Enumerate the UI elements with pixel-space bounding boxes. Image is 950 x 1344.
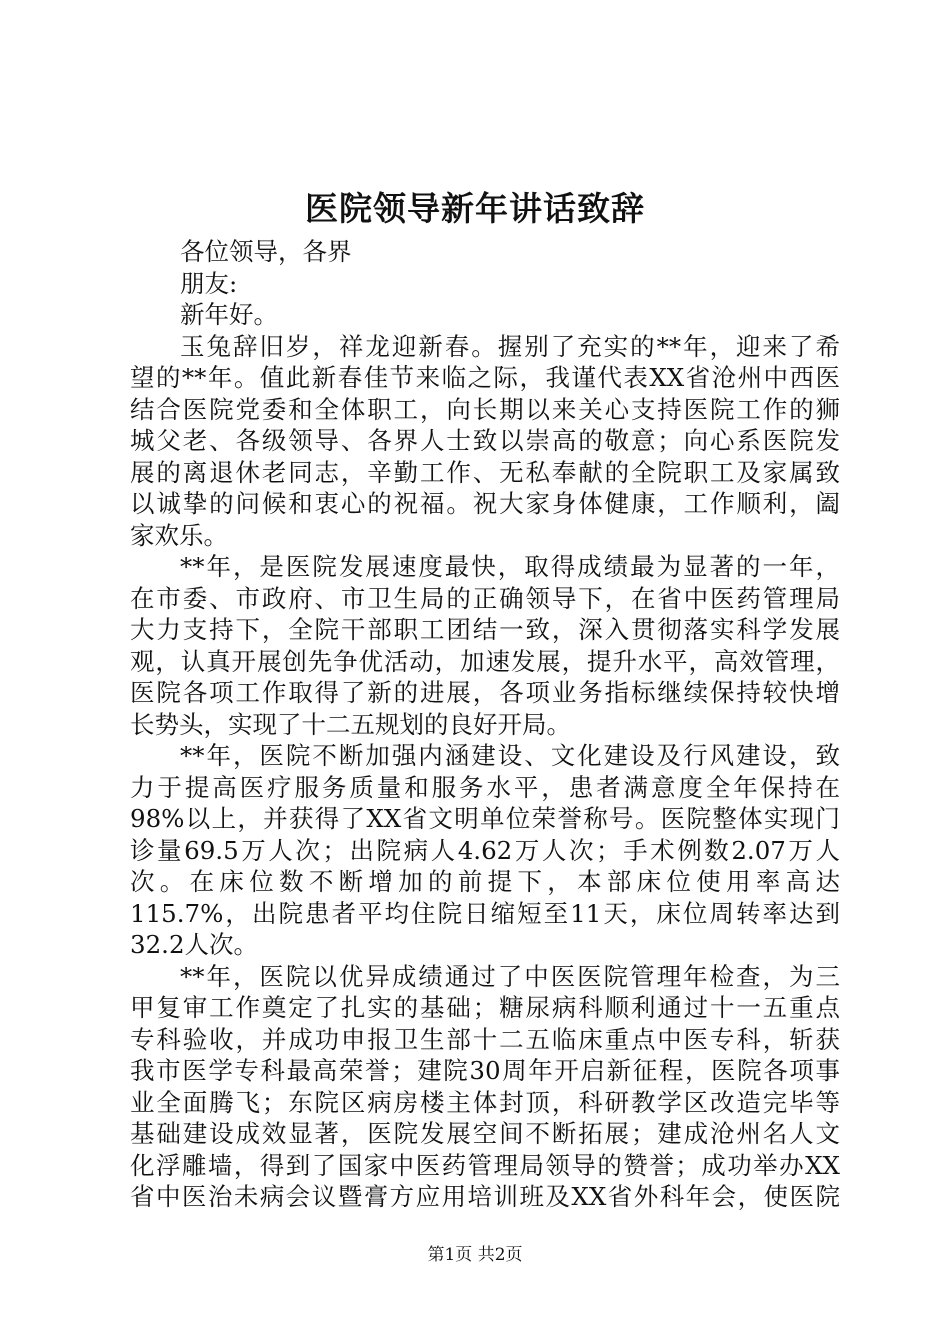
- text-line: 结合医院党委和全体职工，向长期以来关心支持医院工作的狮: [130, 394, 840, 424]
- text-line: 以诚挚的问候和衷心的祝福。祝大家身体健康，工作顺利，阖: [130, 489, 840, 518]
- text-line: 32.2人次。: [130, 930, 259, 959]
- text-line: 在市委、市政府、市卫生局的正确领导下，在省中医药管理局: [130, 583, 840, 613]
- text-line: 诊量69.5万人次；出院病人4.62万人次；手术例数2.07万人: [130, 835, 840, 865]
- text-line: 城父老、各级领导、各界人士致以崇高的敬意；向心系医院发: [130, 426, 840, 455]
- text-line: 大力支持下，全院干部职工团结一致，深入贯彻落实科学发展: [130, 615, 840, 644]
- text-line: 望的**年。值此新春佳节来临之际，我谨代表XX省沧州中西医: [130, 363, 840, 392]
- text-line: 我市医学专科最高荣誉；建院30周年开启新征程，医院各项事: [130, 1056, 840, 1085]
- text-line: 化浮雕墙，得到了国家中医药管理局领导的赞誉；成功举办XX: [130, 1150, 840, 1180]
- text-line: 力于提高医疗服务质量和服务水平，患者满意度全年保持在: [130, 772, 840, 802]
- text-line: **年，是医院发展速度最快，取得成绩最为显著的一年，: [180, 552, 840, 581]
- text-line: 玉兔辞旧岁，祥龙迎新春。握别了充实的**年，迎来了希: [180, 331, 840, 361]
- text-line: 展的离退休老同志，辛勤工作、无私奉献的全院职工及家属致: [130, 457, 840, 487]
- text-line: 98%以上，并获得了XX省文明单位荣誉称号。医院整体实现门: [130, 804, 840, 833]
- document-title: 医院领导新年讲话致辞: [305, 189, 645, 228]
- text-line: 基础建设成效显著，医院发展空间不断拓展；建成沧州名人文: [130, 1119, 840, 1148]
- document-body: [130, 236, 840, 1213]
- text-line: 115.7%，出院患者平均住院日缩短至11天，床位周转率达到: [130, 898, 840, 928]
- page-footer: 第1页 共2页: [427, 1245, 523, 1265]
- text-line: 业全面腾飞；东院区病房楼主体封顶，科研教学区改造完毕等: [130, 1087, 840, 1117]
- text-line: **年，医院不断加强内涵建设、文化建设及行风建设，致: [180, 741, 840, 770]
- text-line: 朋友:: [180, 268, 238, 298]
- text-line: 长势头，实现了十二五规划的良好开局。: [130, 709, 571, 739]
- text-line: 医院各项工作取得了新的进展，各项业务指标继续保持较快增: [130, 678, 840, 707]
- text-line: 新年好。: [180, 300, 278, 329]
- text-line: 专科验收，并成功申报卫生部十二五临床重点中医专科，斩获: [130, 1024, 840, 1054]
- text-line: 甲复审工作奠定了扎实的基础；糖尿病科顺利通过十一五重点: [130, 993, 840, 1022]
- text-line: 各位领导，各界: [180, 237, 352, 266]
- text-line: 次。在床位数不断增加的前提下，本部床位使用率高达: [130, 867, 840, 896]
- text-line: 省中医治未病会议暨膏方应用培训班及XX省外科年会，使医院: [130, 1182, 840, 1211]
- text-line: 家欢乐。: [130, 520, 228, 550]
- text-line: 观，认真开展创先争优活动，加速发展，提升水平，高效管理，: [130, 646, 840, 676]
- text-line: **年，医院以优异成绩通过了中医医院管理年检查，为三: [180, 961, 840, 991]
